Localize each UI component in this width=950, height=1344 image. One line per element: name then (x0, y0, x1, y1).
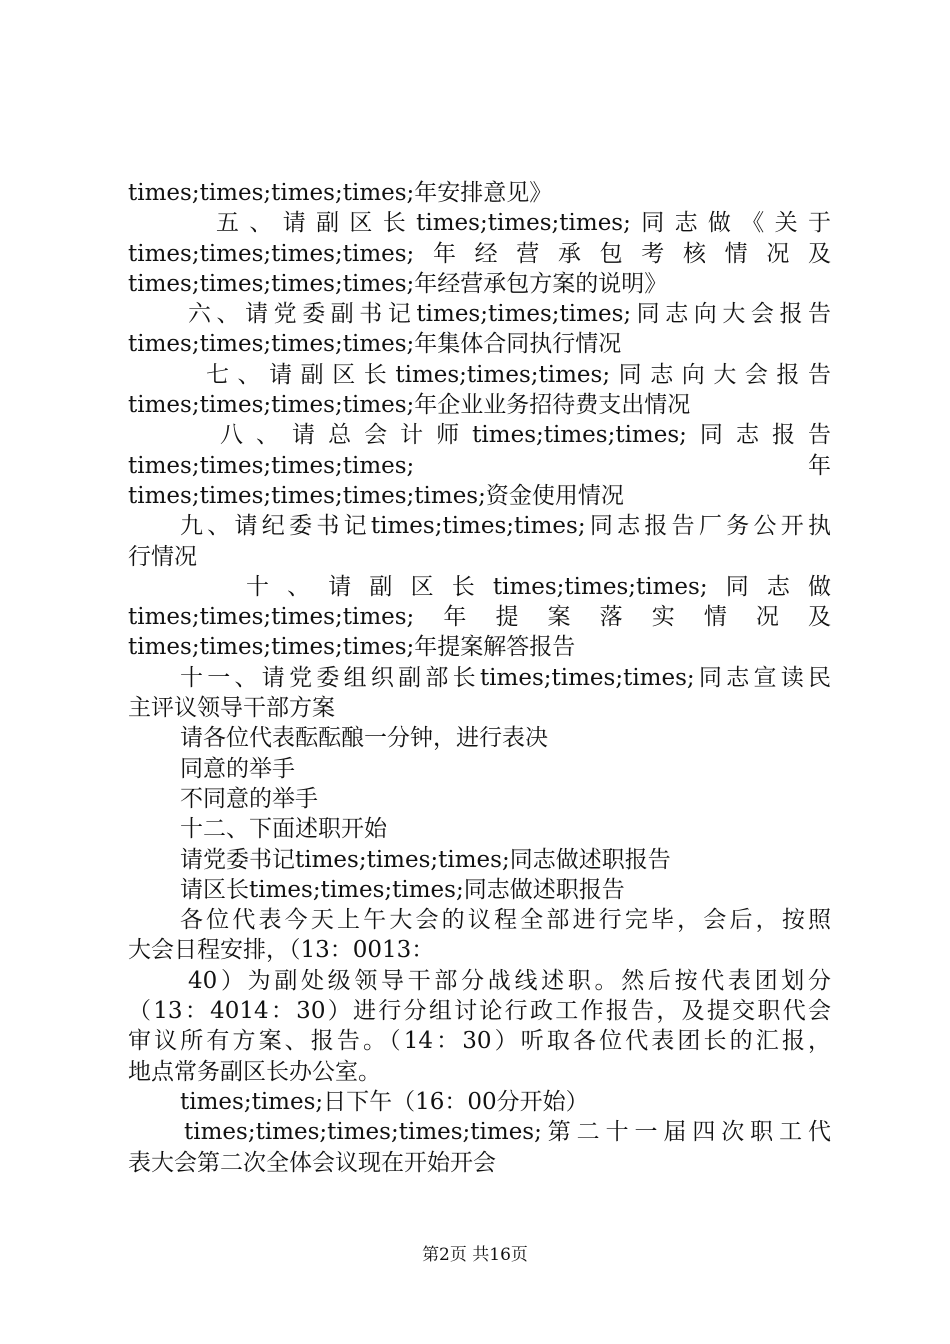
text-line: times;times;times;times;times;第二十一届四次职工代 (184, 1119, 831, 1146)
text-line: times;times;times;times;年企业业务招待费支出情况 (128, 392, 691, 419)
text-line: 八、请总会计师times;times;times;同志报告 (220, 422, 831, 449)
text-line: times;times;times;times;年安排意见》 (128, 180, 553, 206)
text-line: 请党委书记times;times;times;同志做述职报告 (180, 846, 671, 873)
text-line: times;times;times;times;年集体合同执行情况 (128, 331, 622, 358)
text-line: times;times;times;times;年提案解答报告 (128, 634, 576, 661)
text-line: 十一、请党委组织副部长times;times;times;同志宣读民 (180, 664, 831, 691)
text-line: 同意的举手 (180, 755, 295, 782)
text-line: 审议所有方案、报告。（14：30）听取各位代表团长的汇报， (128, 1028, 831, 1055)
text-line: times;times;times;times;times;资金使用情况 (128, 482, 624, 509)
text-line: 各位代表今天上午大会的议程全部进行完毕，会后，按照 (180, 907, 831, 934)
text-line: times;times;times;times;年经营承包考核情况及 (128, 240, 831, 267)
text-line: 六、请党委副书记times;times;times;同志向大会报告 (188, 301, 831, 328)
text-line: 主评议领导干部方案 (128, 695, 335, 722)
text-line: （13：4014：30）进行分组讨论行政工作报告，及提交职代会 (128, 998, 831, 1025)
page-number-footer: 第2页 共16页 (422, 1245, 528, 1265)
text-line: 十二、下面述职开始 (180, 816, 387, 843)
text-line: 地点常务副区长办公室。 (128, 1058, 381, 1085)
text-line: 大会日程安排，（13：0013： (128, 937, 435, 964)
text-line: 不同意的举手 (180, 785, 318, 812)
text-line: times;times;times;times;年 (128, 452, 831, 479)
text-line: 五、请副区长times;times;times;同志做《关于 (216, 210, 831, 237)
text-line: times;times;times;times;年经营承包方案的说明》 (128, 270, 668, 297)
text-line: 十、请副区长times;times;times;同志做 (246, 573, 831, 600)
text-line: 请区长times;times;times;同志做述职报告 (180, 876, 625, 903)
text-line: 表大会第二次全体会议现在开始开会 (128, 1149, 496, 1176)
text-line: 40）为副处级领导干部分战线述职。然后按代表团划分 (188, 967, 831, 994)
text-line: 九、请纪委书记times;times;times;同志报告厂务公开执 (180, 513, 831, 540)
text-line: times;times;times;times;年提案落实情况及 (128, 604, 831, 631)
text-line: 七、请副区长times;times;times;同志向大会报告 (206, 361, 831, 388)
text-line: 行情况 (128, 543, 197, 570)
text-line: times;times;日下午（16：00分开始） (180, 1088, 589, 1115)
text-line: 请各位代表酝酝酿一分钟，进行表决 (180, 725, 548, 752)
document-body (128, 178, 831, 1178)
